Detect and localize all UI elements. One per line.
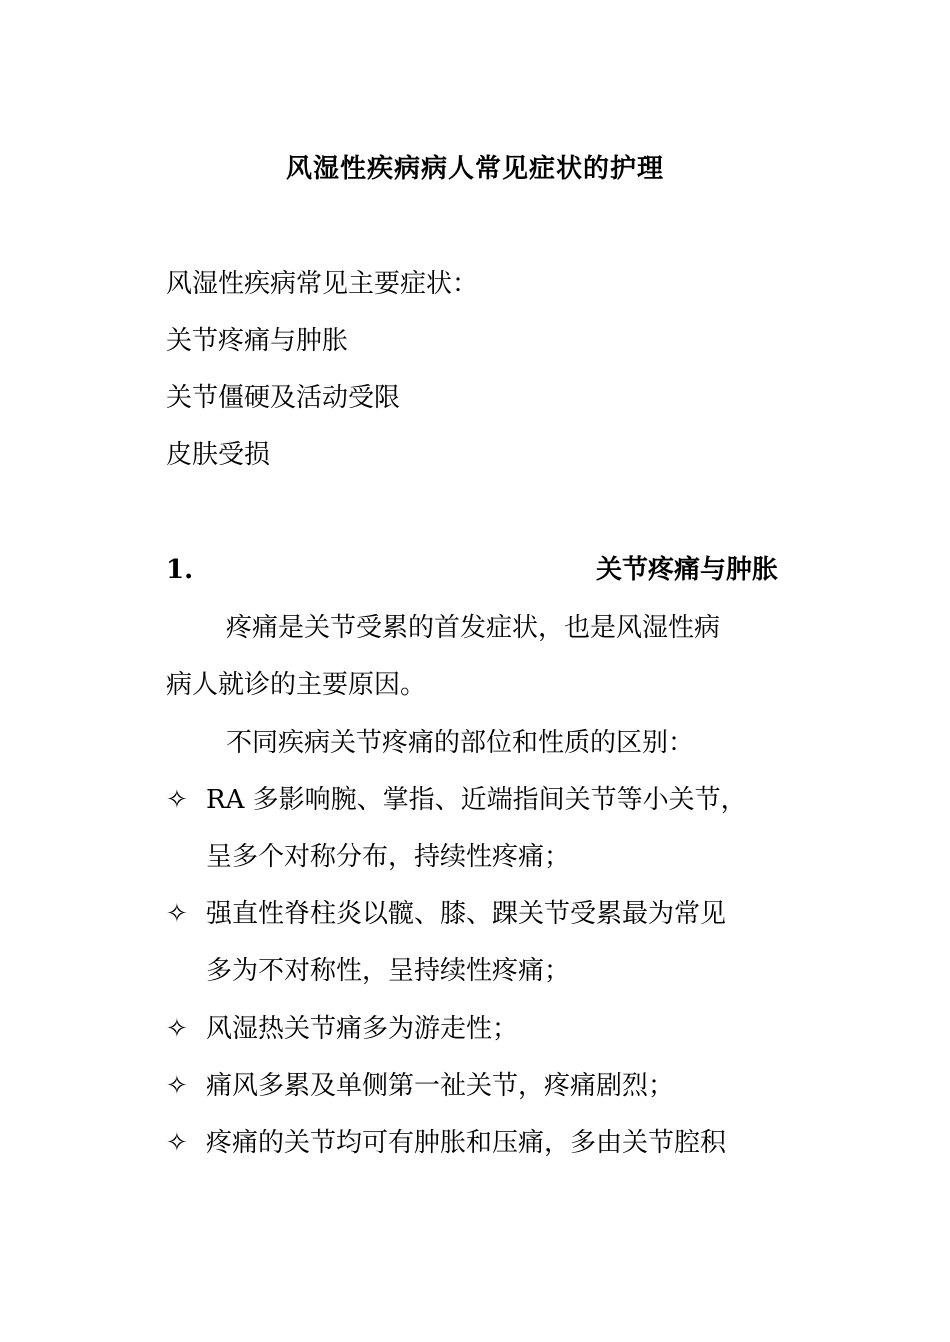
paragraph-line: 病人就诊的主要原因。 <box>166 670 427 700</box>
star-bullet-icon: ✧ <box>166 1071 188 1101</box>
star-bullet-icon: ✧ <box>166 1014 188 1044</box>
section-number: 1. <box>166 555 194 585</box>
star-bullet-icon: ✧ <box>166 1128 188 1158</box>
bullet-text: 风湿热关节痛多为游走性； <box>206 1014 519 1044</box>
bullet-text: RA 多影响腕、掌指、近端指间关节等小关节， <box>206 785 747 815</box>
bullet-continuation: 多为不对称性，呈持续性疼痛； <box>206 956 571 986</box>
symptom-item: 关节僵硬及活动受限 <box>166 383 401 413</box>
star-bullet-icon: ✧ <box>166 899 188 929</box>
bullet-item <box>166 1011 518 1047</box>
intro-heading: 风湿性疾病常见主要症状： <box>166 269 479 299</box>
bullet-text: 强直性脊柱炎以髋、膝、踝关节受累最为常见 <box>206 899 727 929</box>
bullet-item <box>166 1125 726 1161</box>
bullet-continuation: 呈多个对称分布，持续性疼痛； <box>206 842 571 872</box>
paragraph-line: 疼痛是关节受累的首发症状，也是风湿性病 <box>226 613 721 643</box>
document-title: 风湿性疾病病人常见症状的护理 <box>285 154 664 184</box>
bullet-text: 痛风多累及单侧第一祉关节，疼痛剧烈； <box>206 1071 675 1101</box>
section-title: 关节疼痛与肿胀 <box>595 555 778 585</box>
symptom-item: 关节疼痛与肿胀 <box>166 326 349 356</box>
bullet-item <box>166 1068 674 1104</box>
bullet-text: 疼痛的关节均可有肿胀和压痛，多由关节腔积 <box>206 1128 727 1158</box>
bullet-item <box>166 896 726 932</box>
section-heading <box>166 552 778 588</box>
star-bullet-icon: ✧ <box>166 785 188 815</box>
symptom-item: 皮肤受损 <box>166 440 271 470</box>
paragraph-line: 不同疾病关节疼痛的部位和性质的区别： <box>226 728 695 758</box>
bullet-item <box>166 782 747 818</box>
